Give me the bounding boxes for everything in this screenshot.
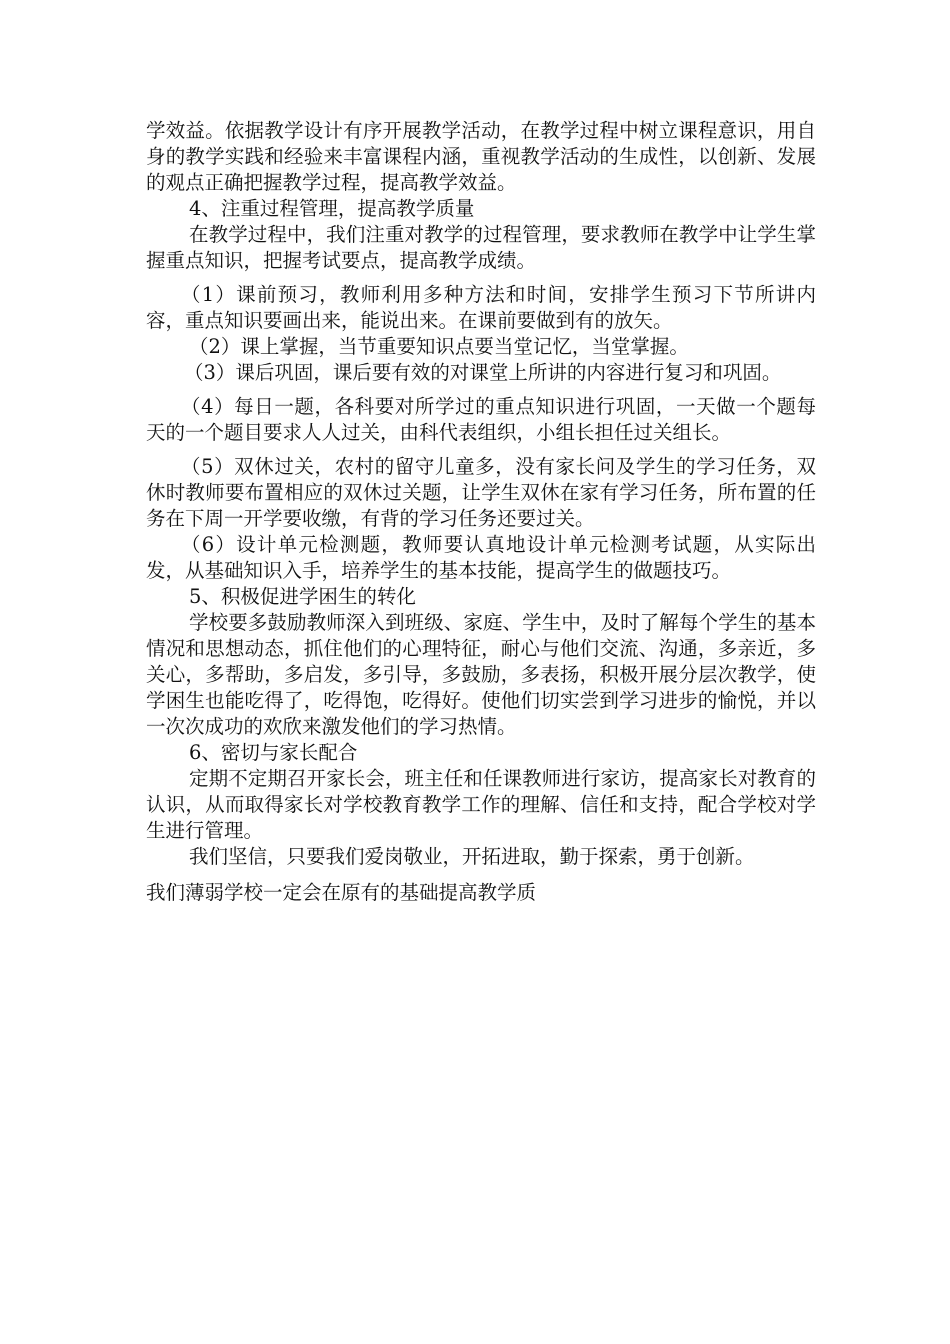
list-item-2: （2）课上掌握，当节重要知识点要当堂记忆，当堂掌握。 bbox=[189, 335, 689, 358]
list-item-5: （5）双休过关，农村的留守儿童多，没有家长问及学生的学习任务，双休时教师要布置相应的双休过关题，让学生双休在家有学习任务，所布置的任务在下周一开学要收缴，有背的学习任务还要过关。 bbox=[146, 455, 816, 530]
paragraph-belief: 我们坚信，只要我们爱岗敬业，开拓进取，勤于探索，勇于创新。 bbox=[189, 845, 755, 868]
section-heading-6: 6、密切与家长配合 bbox=[189, 741, 358, 764]
document-body bbox=[146, 118, 816, 906]
section-heading-4: 4、注重过程管理，提高教学质量 bbox=[189, 197, 475, 220]
list-item-6: （6）设计单元检测题，教师要认真地设计单元检测考试题，从实际出发，从基础知识入手，培养学生的基本技能，提高学生的做题技巧。 bbox=[146, 533, 816, 582]
paragraph-process-management: 在教学过程中，我们注重对教学的过程管理，要求教师在教学中让学生掌握重点知识，把握考试要点，提高教学成绩。 bbox=[146, 223, 816, 272]
list-item-1: （1）课前预习，教师利用多种方法和时间，安排学生预习下节所讲内容，重点知识要画出来，能说出来。在课前要做到有的放矢。 bbox=[146, 283, 816, 332]
paragraph-closing: 我们薄弱学校一定会在原有的基础提高教学质 bbox=[146, 881, 537, 904]
paragraph-parent-cooperation: 定期不定期召开家长会，班主任和任课教师进行家访，提高家长对教育的认识，从而取得家长对学校教育教学工作的理解、信任和支持，配合学校对学生进行管理。 bbox=[146, 767, 816, 842]
list-item-3: （3）课后巩固，课后要有效的对课堂上所讲的内容进行复习和巩固。 bbox=[184, 361, 782, 384]
section-heading-5: 5、积极促进学困生的转化 bbox=[189, 585, 416, 608]
paragraph-continuation: 学效益。依据教学设计有序开展教学活动，在教学过程中树立课程意识，用自身的教学实践和经验来丰富课程内涵，重视教学活动的生成性，以创新、发展的观点正确把握教学过程，提高教学效益。 bbox=[146, 119, 816, 194]
paragraph-struggling-students: 学校要多鼓励教师深入到班级、家庭、学生中，及时了解每个学生的基本情况和思想动态，抓住他们的心理特征，耐心与他们交流、沟通，多亲近，多关心，多帮助，多启发，多引导，多鼓励，多表扬，积极开展分层次教学，使学困生也能吃得了，吃得饱，吃得好。使他们切实尝到学习进步的愉悦，并以一次次成功的欢欣来激发他们的学习热情。 bbox=[146, 611, 816, 738]
list-item-4: （4）每日一题，各科要对所学过的重点知识进行巩固，一天做一个题每天的一个题目要求人人过关，由科代表组织，小组长担任过关组长。 bbox=[146, 395, 816, 444]
